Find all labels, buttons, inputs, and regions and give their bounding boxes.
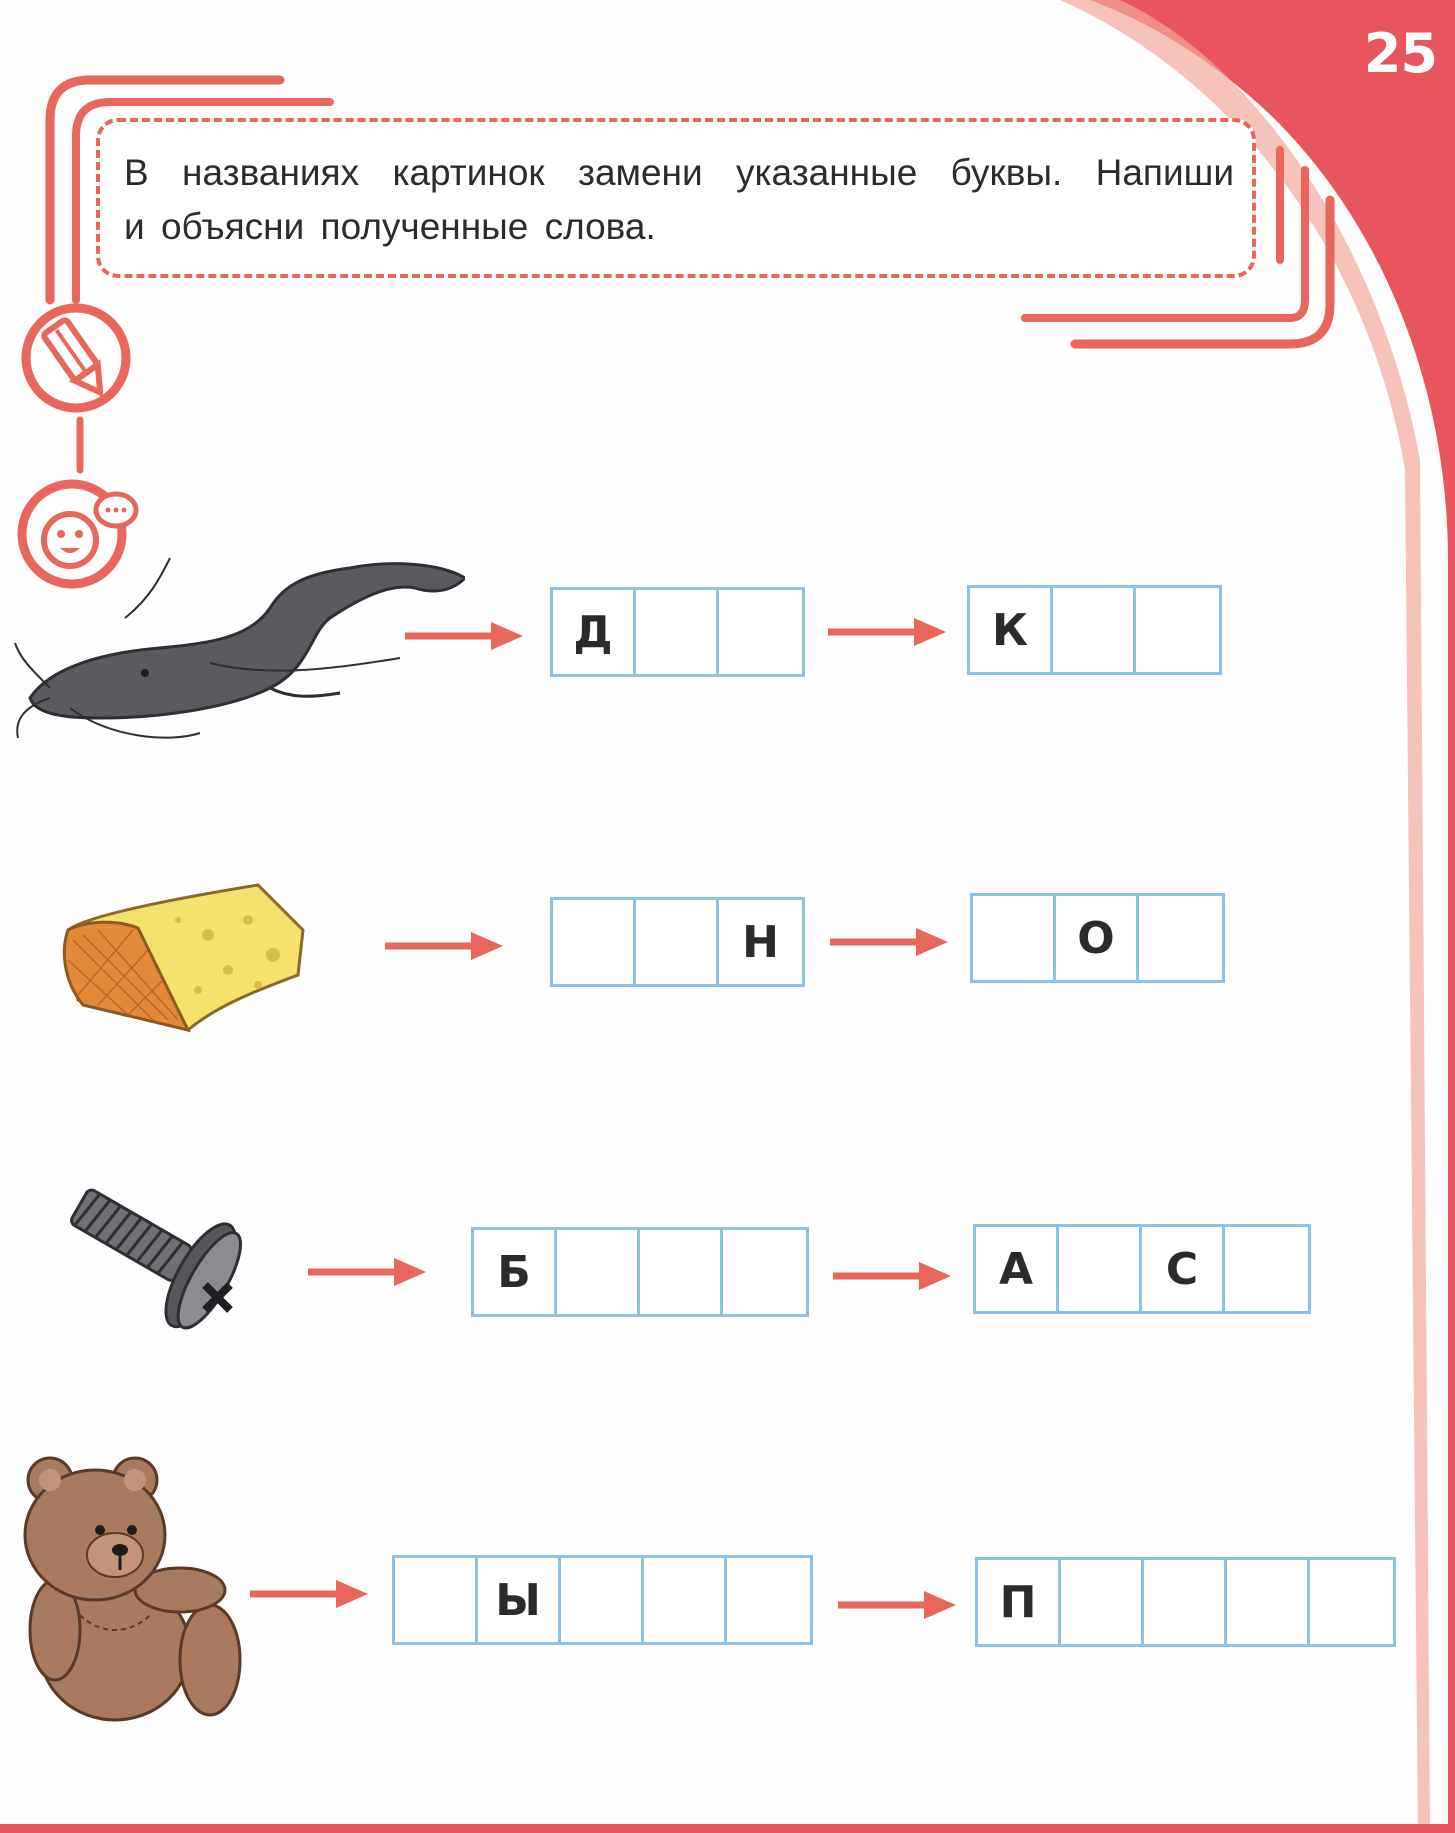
arrow-right-icon bbox=[405, 618, 525, 654]
letter-cell[interactable] bbox=[1059, 1227, 1142, 1311]
letter-cell[interactable] bbox=[1144, 1560, 1227, 1644]
letter-cell[interactable]: О bbox=[1056, 896, 1139, 980]
letter-cell[interactable] bbox=[553, 900, 636, 984]
instruction-frame-decoration bbox=[0, 0, 1455, 620]
arrow-right-icon bbox=[838, 1587, 958, 1623]
instruction-line-1: В названиях картинок замени указанные буквы. Напиши bbox=[124, 152, 1234, 193]
target-word-1 bbox=[967, 585, 1222, 675]
letter-cell[interactable]: Н bbox=[742, 916, 779, 968]
page-number: 25 bbox=[1363, 22, 1437, 85]
catfish-picture bbox=[10, 548, 465, 748]
letter-cell[interactable]: С bbox=[1142, 1227, 1225, 1311]
bolt-picture bbox=[55, 1170, 275, 1345]
target-word-3 bbox=[973, 1224, 1311, 1314]
letter-cell[interactable] bbox=[1227, 1560, 1310, 1644]
letter-cell[interactable]: Б bbox=[474, 1230, 557, 1314]
letter-cell[interactable] bbox=[1225, 1227, 1308, 1311]
letter-cell[interactable] bbox=[719, 590, 802, 674]
arrow-right-icon bbox=[830, 924, 950, 960]
instruction-line-2: и объясни полученные слова. bbox=[124, 206, 656, 247]
arrow-right-icon bbox=[308, 1254, 428, 1290]
letter-cell[interactable]: К bbox=[970, 588, 1053, 672]
source-word-1 bbox=[550, 587, 805, 677]
target-word-4 bbox=[975, 1557, 1396, 1647]
letter-cell[interactable] bbox=[640, 1230, 723, 1314]
letter-cell[interactable] bbox=[557, 1230, 640, 1314]
letter-cell[interactable]: П bbox=[978, 1560, 1061, 1644]
cheese-picture bbox=[58, 880, 308, 1035]
letter-cell[interactable]: Д bbox=[553, 590, 636, 674]
source-word-3 bbox=[471, 1227, 809, 1317]
letter-cell[interactable] bbox=[723, 1230, 806, 1314]
source-word-4 bbox=[392, 1555, 813, 1645]
arrow-right-icon bbox=[828, 614, 948, 650]
letter-cell[interactable] bbox=[1061, 1560, 1144, 1644]
target-word-2 bbox=[970, 893, 1225, 983]
arrow-right-icon bbox=[833, 1258, 953, 1294]
letter-cell[interactable]: Ы bbox=[478, 1558, 561, 1642]
arrow-right-icon bbox=[385, 928, 505, 964]
letter-cell[interactable] bbox=[644, 1558, 727, 1642]
instruction-text bbox=[124, 146, 1234, 254]
letter-cell[interactable] bbox=[636, 590, 719, 674]
letter-cell[interactable]: А bbox=[976, 1227, 1059, 1311]
letter-cell[interactable] bbox=[727, 1558, 810, 1642]
letter-cell[interactable] bbox=[1053, 588, 1136, 672]
arrow-right-icon bbox=[250, 1576, 370, 1612]
letter-cell[interactable] bbox=[1139, 896, 1222, 980]
source-word-2 bbox=[550, 897, 805, 987]
letter-cell[interactable] bbox=[973, 896, 1056, 980]
letter-cell[interactable] bbox=[1136, 588, 1219, 672]
letter-cell[interactable] bbox=[636, 900, 719, 984]
teddy-bear-picture bbox=[20, 1455, 250, 1725]
letter-cell[interactable] bbox=[1310, 1560, 1393, 1644]
letter-cell[interactable] bbox=[395, 1558, 478, 1642]
letter-cell[interactable] bbox=[561, 1558, 644, 1642]
pencil-icon bbox=[18, 300, 134, 416]
